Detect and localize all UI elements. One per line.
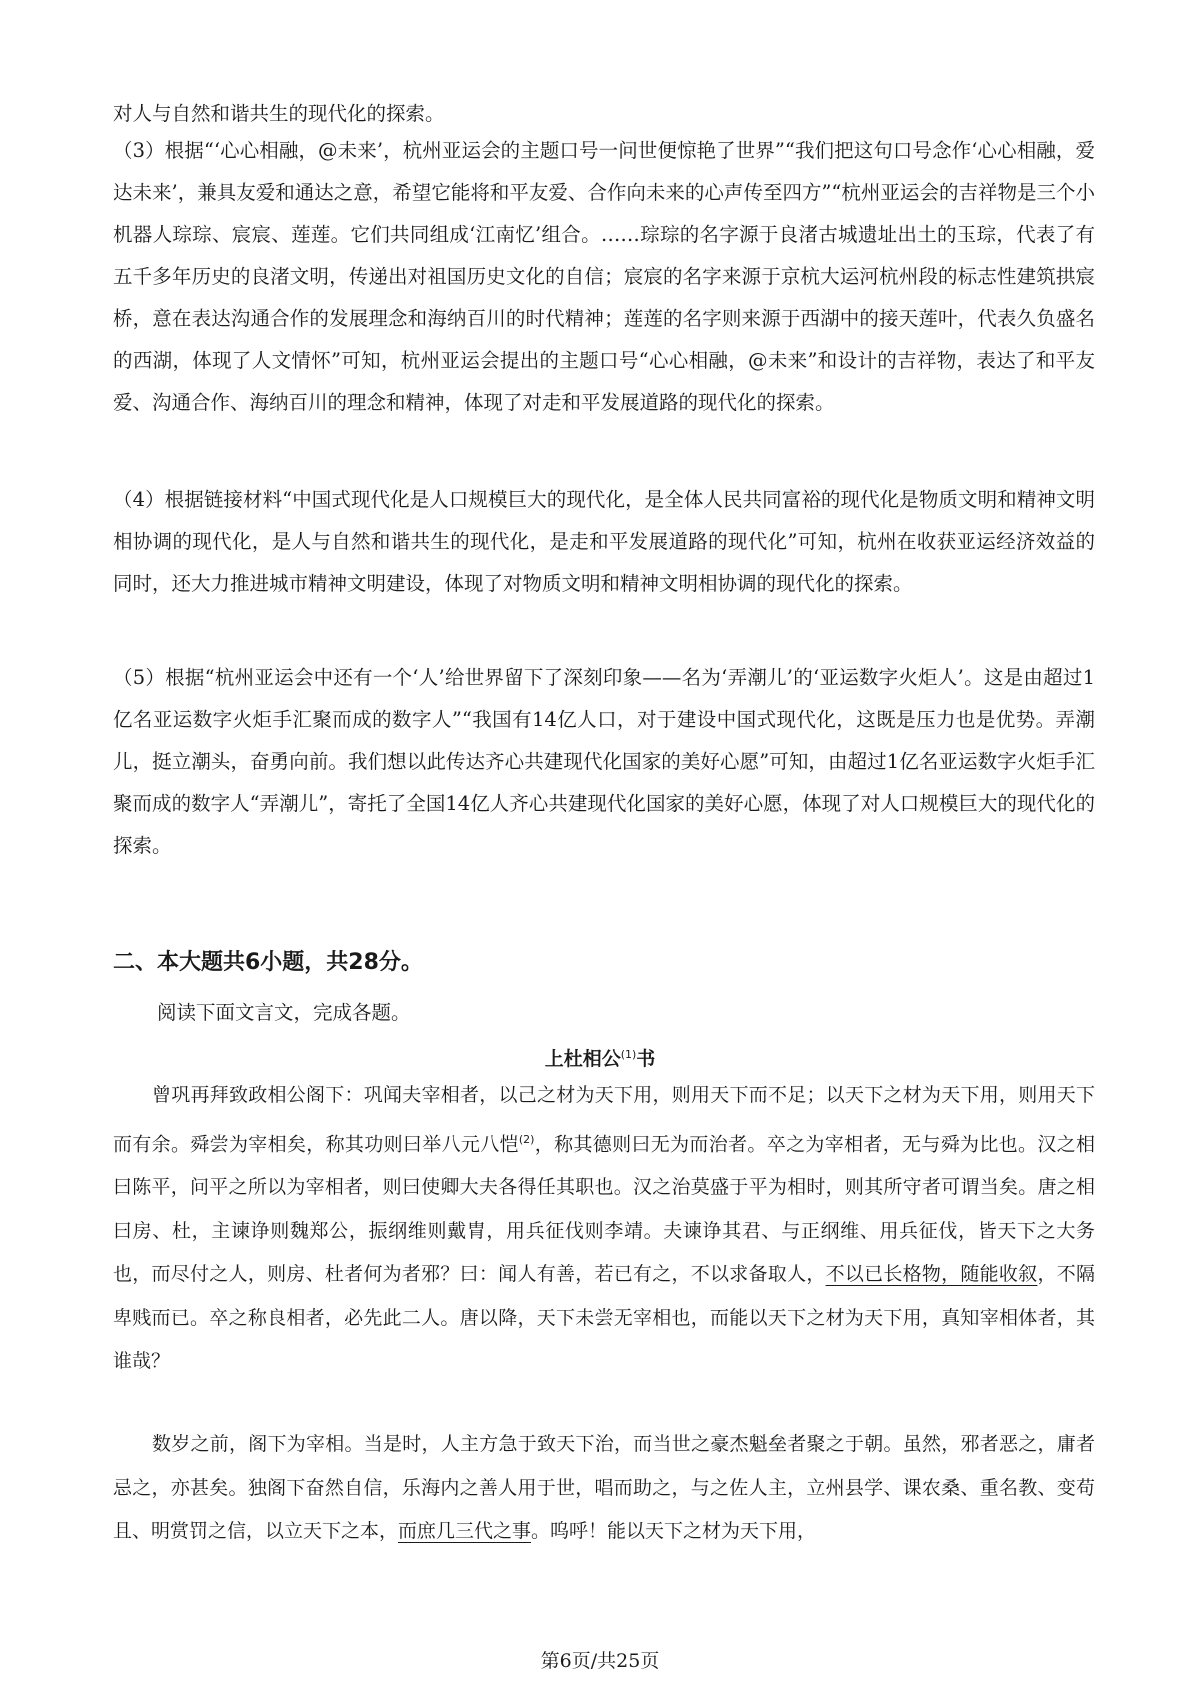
paragraph-5: （5）根据“杭州亚运会中还有一个‘人’给世界留下了深刻印象——名为‘弄潮儿’的‘亚运数字火炬人’。这是由超过1亿名亚运数字火炬手汇聚而成的数字人”“我国有14亿人口，对于建设中国式现代化，这既是压力也是优势。弄潮儿，挺立潮头，奋勇向前。我们想以此传达齐心共建现代化国家的美好心愿”可知，由超过1亿名亚运数字火炬手汇聚而成的数字人“弄潮儿”，寄托了全国14亿人齐心共建现代化国家的美好心愿，体现了对人口规模巨大的现代化的探索。	[113, 666, 1095, 857]
classical-text: 数岁之前，阁下为宰相。当是时，人主方急于致天下治，而当世之豪杰魁垒者聚之于朝。虽然，邪者恶之，庸者忌之，亦甚矣。独阁下奋然自信，乐海内之善人用于世，唱而助之，与之佐人主，立州县学、课农桑、重名教、变苟且、明赏罚之信，以立天下之本，	[113, 1433, 1095, 1542]
classical-text: 。呜呼！能以天下之材为天下用，	[531, 1520, 817, 1542]
essay-title-text: 上杜相公	[544, 1048, 621, 1070]
underlined-sentence-1: 不以已长格物，随能收叙	[825, 1263, 1038, 1286]
paragraph-3: （3）根据“‘心心相融，@未来’，杭州亚运会的主题口号一问世便惊艳了世界”“我们把这句口号念作‘心心相融，爱达未来’，兼具友爱和通达之意，希望它能将和平友爱、合作向未来的心声传至四方”“杭州亚运会的吉祥物是三个小机器人琮琮、宸宸、莲莲。它们共同组成‘江南忆’组合。……琮琮的名字源于良渚古城遗址出土的玉琮，代表了有五千多年历史的良渚文明，传递出对祖国历史文化的自信；宸宸的名字来源于京杭大运河杭州段的标志性建筑拱宸桥，意在表达沟通合作的发展理念和海纳百川的时代精神；莲莲的名字则来源于西湖中的接天莲叶，代表久负盛名的西湖，体现了人文情怀”可知，杭州亚运会提出的主题口号“心心相融，@未来”和设计的吉祥物，表达了和平友爱、沟通合作、海纳百川的理念和精神，体现了对走和平发展道路的现代化的探索。	[113, 139, 1095, 414]
classical-text: 曾巩再拜致政相公阁下：巩闻夫宰相者，以己之材为天下用，则用天下而不足；以天下之材为天下用，则用天下而有余。舜尝为宰相矣，称其功则曰举八元八恺	[113, 1084, 1095, 1155]
paragraph-4: （4）根据链接材料“中国式现代化是人口规模巨大的现代化，是全体人民共同富裕的现代化是物质文明和精神文明相协调的现代化，是人与自然和谐共生的现代化，是走和平发展道路的现代化”可知，杭州在收获亚运经济效益的同时，还大力推进城市精神文明建设，体现了对物质文明和精神文明相协调的现代化的探索。	[113, 488, 1095, 595]
section-heading: 二、本大题共6小题，共28分。	[113, 950, 423, 975]
classical-paragraph-2	[113, 1423, 1095, 1554]
essay-title-end: 书	[636, 1048, 656, 1070]
paragraph-top: 对人与自然和谐共生的现代化的探索。	[113, 102, 445, 125]
classical-paragraph-1	[113, 1074, 1095, 1384]
page-number: 第6页/共25页	[540, 1650, 660, 1672]
footnote-marker: (2)	[518, 1132, 535, 1146]
classical-text: ，称其德则曰无为而治者。卒之为宰相者，无与舜为比也。汉之相曰陈平，问平之所以为宰相者，则曰使卿大夫各得任其职也。汉之治莫盛于平为相时，则其所守者可谓当矣。唐之相曰房、杜，主谏诤则魏郑公，振纲维则戴胄，用兵征伐则李靖。夫谏诤其君、与正纲维、用兵征伐，皆天下之大务也，而尽付之人，则房、杜者何为者邪？曰：闻人有善，若已有之，不以求备取人，	[113, 1132, 1095, 1286]
classical-text: ，不隔卑贱而已。卒之称良相者，必先此二人。唐以降，天下未尝无宰相也，而能以天下之材为天下用，真知宰相体者，其谁哉？	[113, 1263, 1095, 1373]
instruction-text: 阅读下面文言文，完成各题。	[157, 1001, 411, 1024]
essay-title-footnote: (1)	[620, 1048, 637, 1061]
essay-title	[0, 1040, 1200, 1074]
underlined-sentence-2: 而庶几三代之事	[398, 1520, 532, 1542]
